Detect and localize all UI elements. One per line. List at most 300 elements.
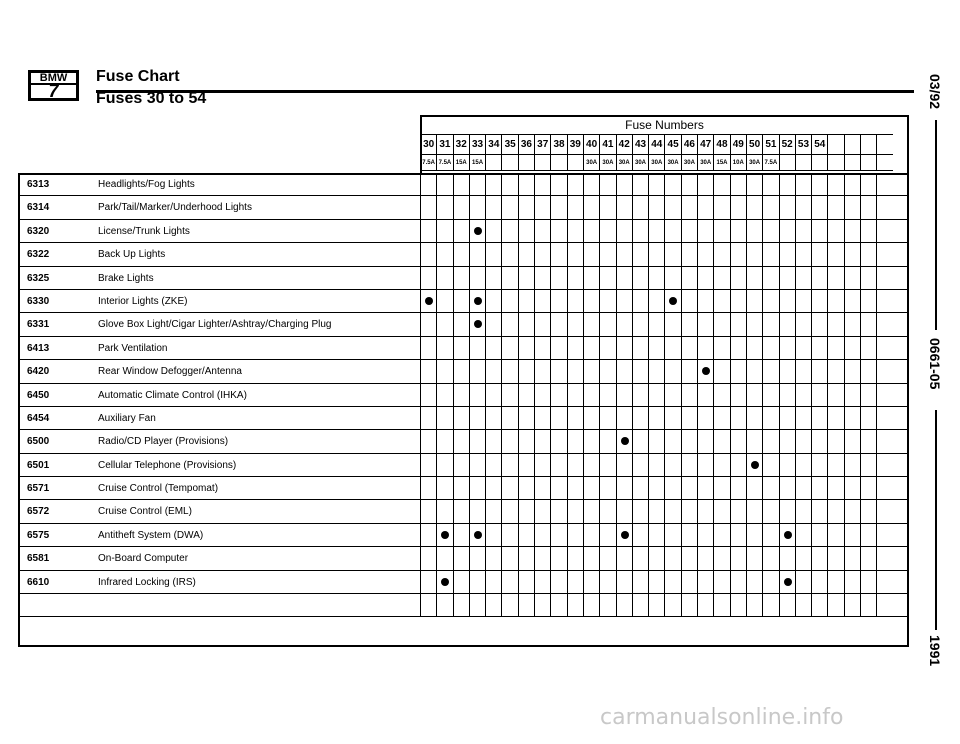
fuse-cell xyxy=(453,571,469,594)
fuse-cell xyxy=(713,220,729,243)
fuse-cell xyxy=(795,430,811,453)
fuse-cell xyxy=(730,430,746,453)
fuse-cell xyxy=(811,196,827,219)
fuse-amp-cell xyxy=(518,154,534,171)
fuse-cell xyxy=(713,384,729,407)
fuse-cell xyxy=(485,594,501,617)
fuse-cell xyxy=(485,430,501,453)
fuse-amp-cell: 7.5A xyxy=(420,154,436,171)
fuse-cell xyxy=(860,430,876,453)
fuse-cell xyxy=(501,547,517,570)
fuse-cell xyxy=(827,337,843,360)
fuse-amp-cell: 10A xyxy=(730,154,746,171)
fuse-cell xyxy=(469,571,485,594)
fuse-cell xyxy=(501,290,517,313)
fuse-cell xyxy=(632,430,648,453)
fuse-cell xyxy=(616,173,632,196)
fuse-cell xyxy=(795,477,811,500)
fuse-cell xyxy=(664,196,680,219)
fuse-cell xyxy=(779,290,795,313)
logo-top-text: BMW xyxy=(31,73,76,85)
fuse-cell xyxy=(485,196,501,219)
fuse-cell xyxy=(795,290,811,313)
fuse-cell xyxy=(827,477,843,500)
fuse-cell xyxy=(469,290,485,313)
fuse-amp-cell xyxy=(779,154,795,171)
fuse-cell xyxy=(534,243,550,266)
fuse-cell xyxy=(420,220,436,243)
fuse-amp-cell: 30A xyxy=(632,154,648,171)
fuse-cell xyxy=(632,243,648,266)
fuse-cell xyxy=(795,571,811,594)
fuse-cell xyxy=(827,243,843,266)
fuse-cell xyxy=(713,337,729,360)
fuse-cell xyxy=(420,594,436,617)
fuse-cell xyxy=(811,594,827,617)
fuse-cell xyxy=(664,384,680,407)
circuit-description: Cruise Control (EML) xyxy=(98,506,192,518)
fuse-number-cell: 32 xyxy=(453,134,469,154)
fuse-cell xyxy=(599,454,615,477)
fuse-cell xyxy=(583,243,599,266)
fuse-cell xyxy=(469,313,485,336)
fuse-table-rows xyxy=(18,173,909,617)
fuse-cell xyxy=(648,290,664,313)
fuse-amp-row xyxy=(420,154,893,171)
fuse-cell xyxy=(795,500,811,523)
circuit-code: 6320 xyxy=(27,225,50,237)
fuse-cell xyxy=(860,500,876,523)
circuit-description: Automatic Climate Control (IHKA) xyxy=(98,389,247,401)
fuse-cell xyxy=(583,173,599,196)
fuse-cell xyxy=(681,196,697,219)
fuse-number-cell: 35 xyxy=(501,134,517,154)
fuse-cell xyxy=(762,547,778,570)
fuse-cell xyxy=(730,267,746,290)
fuse-cell xyxy=(648,454,664,477)
fuse-number-cell xyxy=(844,134,860,154)
fuse-cell xyxy=(713,243,729,266)
circuit-description: Back Up Lights xyxy=(98,249,166,261)
fuse-cell xyxy=(746,407,762,430)
fuse-cell xyxy=(599,360,615,383)
fuse-amp-cell xyxy=(811,154,827,171)
fuse-cell xyxy=(860,313,876,336)
fuse-cell xyxy=(795,594,811,617)
fuse-cell xyxy=(534,196,550,219)
fuse-cell xyxy=(567,360,583,383)
fuse-cell xyxy=(730,243,746,266)
circuit-description xyxy=(68,594,420,616)
fuse-cell xyxy=(550,547,566,570)
fuse-cell xyxy=(583,196,599,219)
fuse-cell xyxy=(730,360,746,383)
fuse-number-cell xyxy=(860,134,876,154)
fuse-amp-cell: 30A xyxy=(616,154,632,171)
fuse-cell xyxy=(534,430,550,453)
fuse-cell xyxy=(453,430,469,453)
watermark: carmanualsonline.info xyxy=(600,705,844,730)
fuse-number-cell: 47 xyxy=(697,134,713,154)
fuse-amp-cell xyxy=(795,154,811,171)
fuse-cell xyxy=(779,407,795,430)
circuit-code: 6314 xyxy=(27,202,50,214)
fuse-cell xyxy=(420,477,436,500)
fuse-cell xyxy=(420,267,436,290)
fuse-cell xyxy=(746,337,762,360)
fuse-cell xyxy=(795,267,811,290)
fuse-amp-cell: 30A xyxy=(746,154,762,171)
fuse-cell xyxy=(844,454,860,477)
fuse-cell xyxy=(664,430,680,453)
table-row xyxy=(18,524,909,547)
fuse-cell xyxy=(485,384,501,407)
fuse-cell xyxy=(648,313,664,336)
fuse-used-dot xyxy=(474,531,482,539)
fuse-cell xyxy=(436,337,452,360)
fuse-cell xyxy=(746,267,762,290)
table-row xyxy=(18,430,909,453)
fuse-cell xyxy=(518,196,534,219)
fuse-cell xyxy=(648,407,664,430)
fuse-cell xyxy=(550,196,566,219)
fuse-cell xyxy=(762,594,778,617)
fuse-cell xyxy=(583,290,599,313)
fuse-cell xyxy=(713,407,729,430)
fuse-cell xyxy=(697,571,713,594)
fuse-cell xyxy=(844,524,860,547)
fuse-cell xyxy=(616,477,632,500)
fuse-cell xyxy=(485,547,501,570)
fuse-cell xyxy=(697,243,713,266)
fuse-cell xyxy=(518,313,534,336)
fuse-cell xyxy=(762,267,778,290)
fuse-cell xyxy=(762,407,778,430)
fuse-cell xyxy=(681,594,697,617)
fuse-cell xyxy=(453,243,469,266)
fuse-cell xyxy=(583,313,599,336)
fuse-cell xyxy=(860,196,876,219)
fuse-cell xyxy=(518,220,534,243)
circuit-code: 6331 xyxy=(27,319,50,331)
fuse-cell xyxy=(550,337,566,360)
fuse-cell xyxy=(648,477,664,500)
fuse-cell xyxy=(713,571,729,594)
fuse-cell xyxy=(616,267,632,290)
fuse-cell xyxy=(844,384,860,407)
fuse-number-cell: 40 xyxy=(583,134,599,154)
fuse-cell xyxy=(713,454,729,477)
fuse-amp-cell xyxy=(485,154,501,171)
fuse-cell xyxy=(697,220,713,243)
table-row xyxy=(18,384,909,407)
fuse-number-cell: 54 xyxy=(811,134,827,154)
fuse-cell xyxy=(779,430,795,453)
circuit-code: 6610 xyxy=(27,576,50,588)
fuse-amp-cell: 15A xyxy=(713,154,729,171)
fuse-number-cell: 52 xyxy=(779,134,795,154)
fuse-cell xyxy=(664,571,680,594)
fuse-cell xyxy=(567,243,583,266)
fuse-cell xyxy=(485,337,501,360)
fuse-cell xyxy=(599,267,615,290)
fuse-amp-cell: 7.5A xyxy=(436,154,452,171)
table-row xyxy=(18,360,909,383)
fuse-cell xyxy=(795,547,811,570)
fuse-cell xyxy=(648,360,664,383)
fuse-cell xyxy=(550,267,566,290)
fuse-cell xyxy=(436,594,452,617)
fuse-cell xyxy=(876,571,892,594)
fuse-cell xyxy=(713,313,729,336)
fuse-cell xyxy=(779,267,795,290)
fuse-cell xyxy=(599,594,615,617)
circuit-description: Interior Lights (ZKE) xyxy=(98,295,188,307)
fuse-cell xyxy=(453,547,469,570)
fuse-cell xyxy=(616,454,632,477)
fuse-cell xyxy=(583,337,599,360)
fuse-cell xyxy=(550,500,566,523)
fuse-amp-cell: 30A xyxy=(664,154,680,171)
fuse-cell xyxy=(567,337,583,360)
fuse-cell xyxy=(713,360,729,383)
fuse-cell xyxy=(518,407,534,430)
fuse-cell xyxy=(648,500,664,523)
fuse-cell xyxy=(697,267,713,290)
fuse-cell xyxy=(681,173,697,196)
fuse-cell xyxy=(534,173,550,196)
fuse-cell xyxy=(469,594,485,617)
fuse-cell xyxy=(681,454,697,477)
fuse-cell xyxy=(648,173,664,196)
fuse-cell xyxy=(795,407,811,430)
table-row xyxy=(18,243,909,266)
fuse-cell xyxy=(485,571,501,594)
fuse-cell xyxy=(534,524,550,547)
fuse-cell xyxy=(746,243,762,266)
fuse-cell xyxy=(664,173,680,196)
title-rule xyxy=(96,90,914,93)
fuse-cell xyxy=(730,337,746,360)
fuse-cell xyxy=(518,243,534,266)
fuse-amp-cell xyxy=(844,154,860,171)
fuse-cell xyxy=(779,524,795,547)
fuse-cell xyxy=(876,524,892,547)
fuse-cell xyxy=(501,267,517,290)
fuse-cell xyxy=(567,384,583,407)
fuse-used-dot xyxy=(669,297,677,305)
table-row xyxy=(18,547,909,570)
fuse-amp-cell xyxy=(567,154,583,171)
fuse-cell xyxy=(534,407,550,430)
fuse-cell xyxy=(599,500,615,523)
fuse-cell xyxy=(827,360,843,383)
fuse-cell xyxy=(827,173,843,196)
fuse-number-cell: 45 xyxy=(664,134,680,154)
fuse-cell xyxy=(550,290,566,313)
fuse-cell xyxy=(501,594,517,617)
fuse-cell xyxy=(420,571,436,594)
fuse-cell xyxy=(632,267,648,290)
table-row xyxy=(18,337,909,360)
fuse-cell xyxy=(811,500,827,523)
fuse-cell xyxy=(616,243,632,266)
fuse-cell xyxy=(762,384,778,407)
fuse-cell xyxy=(762,220,778,243)
fuse-cell xyxy=(648,430,664,453)
fuse-cell xyxy=(697,290,713,313)
fuse-cell xyxy=(550,384,566,407)
fuse-cell xyxy=(746,547,762,570)
fuse-cell xyxy=(518,267,534,290)
fuse-cell xyxy=(762,430,778,453)
fuse-cell xyxy=(648,196,664,219)
fuse-cell xyxy=(860,571,876,594)
table-row xyxy=(18,267,909,290)
fuse-cell xyxy=(681,360,697,383)
fuse-cell xyxy=(795,524,811,547)
fuse-cell xyxy=(844,290,860,313)
fuse-cell xyxy=(746,594,762,617)
fuse-cell xyxy=(420,407,436,430)
fuse-cell xyxy=(860,220,876,243)
fuse-cell xyxy=(697,500,713,523)
fuse-cell xyxy=(648,547,664,570)
fuse-amp-cell: 30A xyxy=(681,154,697,171)
fuse-cell xyxy=(827,454,843,477)
fuse-cell xyxy=(550,220,566,243)
fuse-cell xyxy=(713,500,729,523)
table-row xyxy=(18,477,909,500)
fuse-cell xyxy=(664,547,680,570)
fuse-cell xyxy=(436,454,452,477)
fuse-cell xyxy=(501,196,517,219)
fuse-cell xyxy=(746,173,762,196)
fuse-cell xyxy=(501,407,517,430)
fuse-cell xyxy=(469,454,485,477)
fuse-cell xyxy=(632,337,648,360)
fuse-cell xyxy=(616,547,632,570)
fuse-cell xyxy=(876,243,892,266)
fuse-amp-cell xyxy=(827,154,843,171)
fuse-number-cell: 43 xyxy=(632,134,648,154)
circuit-code: 6501 xyxy=(27,459,50,471)
fuse-cell xyxy=(664,220,680,243)
fuse-cell xyxy=(697,313,713,336)
circuit-code: 6500 xyxy=(27,436,50,448)
fuse-cell xyxy=(730,454,746,477)
fuse-cell xyxy=(501,220,517,243)
fuse-cell xyxy=(811,267,827,290)
fuse-cell xyxy=(518,384,534,407)
fuse-cell xyxy=(501,477,517,500)
fuse-number-cell: 31 xyxy=(436,134,452,154)
fuse-cell xyxy=(599,384,615,407)
fuse-used-dot xyxy=(784,531,792,539)
circuit-code: 6454 xyxy=(27,412,50,424)
fuse-cell xyxy=(518,290,534,313)
circuit-code: 6581 xyxy=(27,553,50,565)
fuse-cell xyxy=(518,173,534,196)
fuse-cell xyxy=(779,360,795,383)
fuse-cell xyxy=(779,196,795,219)
table-row xyxy=(18,313,909,336)
fuse-amp-cell xyxy=(876,154,892,171)
fuse-cell xyxy=(762,337,778,360)
fuse-cell xyxy=(762,500,778,523)
fuse-cell xyxy=(876,290,892,313)
fuse-cell xyxy=(501,524,517,547)
fuse-cell xyxy=(518,430,534,453)
fuse-cell xyxy=(762,571,778,594)
fuse-cell xyxy=(469,243,485,266)
fuse-number-cell: 39 xyxy=(567,134,583,154)
fuse-cell xyxy=(860,267,876,290)
fuse-cell xyxy=(436,313,452,336)
circuit-description: Cruise Control (Tempomat) xyxy=(98,483,219,495)
fuse-cell xyxy=(746,430,762,453)
fuse-number-cell: 51 xyxy=(762,134,778,154)
fuse-cell xyxy=(876,454,892,477)
fuse-cell xyxy=(811,430,827,453)
fuse-cell xyxy=(697,384,713,407)
fuse-cell xyxy=(762,173,778,196)
fuse-cell xyxy=(567,313,583,336)
circuit-description: Park/Tail/Marker/Underhood Lights xyxy=(98,202,252,214)
fuse-cell xyxy=(681,524,697,547)
fuse-cell xyxy=(599,337,615,360)
fuse-cell xyxy=(436,407,452,430)
fuse-cell xyxy=(664,524,680,547)
fuse-cell xyxy=(420,173,436,196)
fuse-cell xyxy=(632,524,648,547)
fuse-cell xyxy=(550,524,566,547)
fuse-cell xyxy=(844,313,860,336)
fuse-cell xyxy=(485,220,501,243)
fuse-cell xyxy=(469,267,485,290)
fuse-cell xyxy=(436,243,452,266)
fuse-cell xyxy=(730,384,746,407)
fuse-cell xyxy=(632,384,648,407)
fuse-cell xyxy=(860,384,876,407)
fuse-cell xyxy=(664,267,680,290)
table-row xyxy=(18,571,909,594)
fuse-cell xyxy=(501,571,517,594)
fuse-cell xyxy=(648,594,664,617)
circuit-description: Auxiliary Fan xyxy=(98,412,156,424)
circuit-description: Radio/CD Player (Provisions) xyxy=(98,436,229,448)
fuse-amp-cell: 30A xyxy=(583,154,599,171)
fuse-cell xyxy=(681,384,697,407)
fuse-cell xyxy=(534,267,550,290)
fuse-cell xyxy=(616,500,632,523)
fuse-number-cell: 53 xyxy=(795,134,811,154)
fuse-cell xyxy=(534,547,550,570)
fuse-number-cell: 36 xyxy=(518,134,534,154)
circuit-description: License/Trunk Lights xyxy=(98,225,190,237)
fuse-cell xyxy=(730,220,746,243)
table-row xyxy=(18,454,909,477)
fuse-cell xyxy=(534,384,550,407)
fuse-cell xyxy=(860,337,876,360)
fuse-cell xyxy=(681,407,697,430)
fuse-cell xyxy=(534,571,550,594)
fuse-cell xyxy=(811,477,827,500)
fuse-cell xyxy=(713,430,729,453)
fuse-cell xyxy=(632,571,648,594)
fuse-cell xyxy=(550,173,566,196)
fuse-cell xyxy=(420,196,436,219)
